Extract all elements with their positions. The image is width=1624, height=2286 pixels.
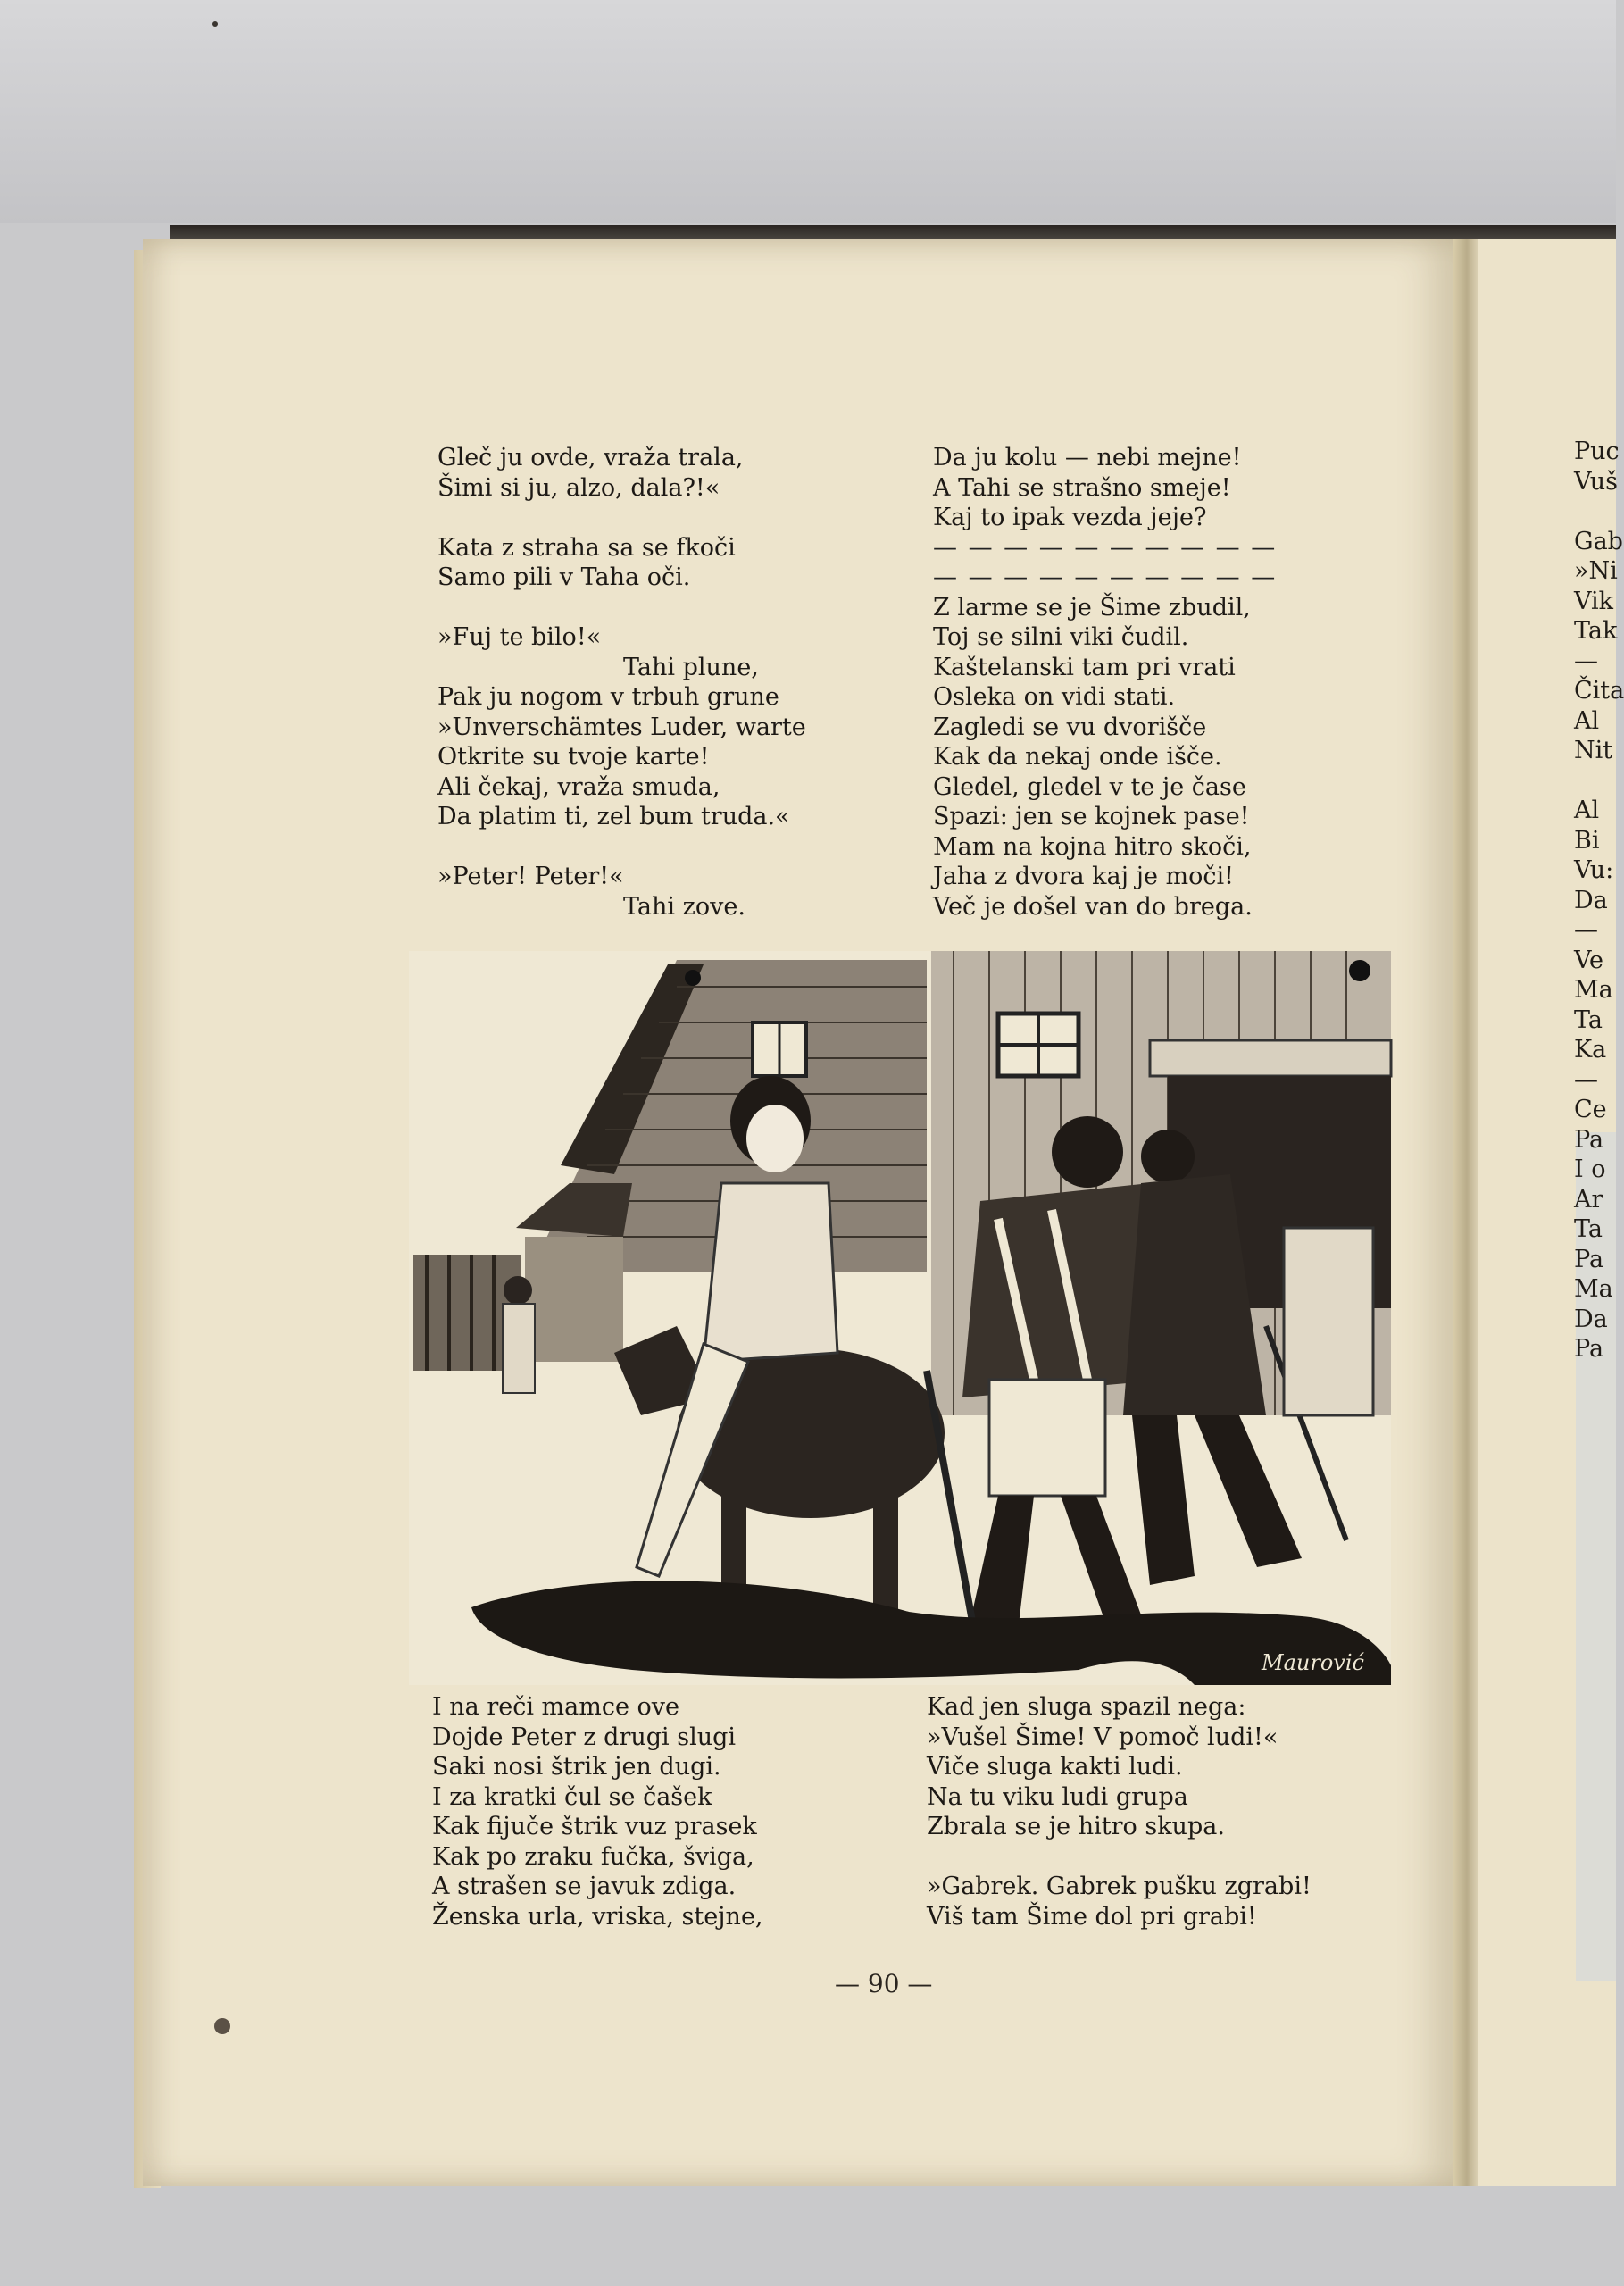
verse-line: Dojde Peter z drugi slugi: [432, 1723, 737, 1751]
verse-line: Kad jen sluga spazil nega:: [927, 1693, 1246, 1721]
stanza-gap: [437, 832, 806, 863]
next-page-line: I o: [1574, 1156, 1606, 1183]
next-page-line: Ka: [1574, 1036, 1607, 1064]
illustration-signature: Maurović: [1262, 1650, 1364, 1675]
verse-line: A Tahi se strašno smeje!: [933, 473, 1231, 502]
woodcut-illustration: [409, 951, 1391, 1685]
verse-line: Tahi plune,: [623, 653, 759, 681]
verse-line: Da platim ti, zel bum truda.«: [437, 803, 790, 830]
verse-left-bottom: [432, 1692, 763, 1931]
page-number: — 90 —: [835, 1969, 933, 1998]
verse-line: »Vušel Šime! V pomoč ludi!«: [927, 1723, 1278, 1751]
next-page-line: Pa: [1574, 1125, 1604, 1154]
verse-left-top: [437, 443, 806, 922]
dash-row: — — — — — — — — — —: [933, 533, 1278, 562]
next-page-line: Tak: [1574, 617, 1618, 645]
verse-line: Kata z straha sa se fkoči: [437, 533, 736, 562]
next-page-line: Nit: [1574, 737, 1613, 764]
verse-line: Mam na kojna hitro skoči,: [933, 832, 1252, 861]
verse-line: Samo pili v Taha oči.: [437, 563, 691, 591]
verse-line: I za kratki čul se čašek: [432, 1782, 712, 1811]
next-page-line: Ma: [1574, 1275, 1613, 1303]
verse-line: »Unverschämtes Luder, warte: [437, 713, 806, 741]
verse-line: Viš tam Šime dol pri grabi!: [927, 1902, 1257, 1931]
stanza-gap: [927, 1842, 1312, 1873]
verse-line: Šimi si ju, alzo, dala?!«: [437, 473, 720, 502]
verse-line: Jaha z dvora kaj je moči!: [933, 863, 1234, 890]
next-page-line: Pa: [1574, 1245, 1604, 1273]
verse-line: Kak fijuče štrik vuz prasek: [432, 1813, 757, 1840]
stanza-gap: [437, 593, 806, 623]
next-page-fragment: [1478, 239, 1624, 2186]
next-page-line: Al: [1574, 706, 1600, 735]
next-page-line: —: [1574, 1065, 1598, 1094]
scanner-background: [0, 0, 1616, 223]
verse-line: Ali čekaj, vraža smuda,: [437, 772, 720, 801]
verse-line: Gleč ju ovde, vraža trala,: [437, 444, 744, 471]
verse-line: Kaštelanski tam pri vrati: [933, 653, 1236, 681]
verse-right-bottom: [927, 1692, 1312, 1931]
next-page-line: »Ni: [1574, 557, 1618, 585]
verse-line: »Fuj te bilo!«: [437, 623, 602, 651]
verse-line: Zbrala se je hitro skupa.: [927, 1813, 1225, 1840]
next-page-line: Ta: [1574, 1215, 1603, 1243]
next-page-line: Ma: [1574, 976, 1613, 1004]
verse-line: Otkrite su tvoje karte!: [437, 743, 710, 771]
illustration-drawing: [409, 951, 1391, 1685]
next-page-line: Ve: [1574, 946, 1603, 974]
verse-line: »Peter! Peter!«: [437, 863, 624, 890]
next-page-line: Puc: [1574, 438, 1620, 465]
next-page-line: Bi: [1574, 826, 1600, 855]
verse-line: Viče sluga kakti ludi.: [927, 1753, 1183, 1781]
next-page-line: Ce: [1574, 1096, 1607, 1123]
verse-line: Kak po zraku fučka, šviga,: [432, 1842, 754, 1871]
page-blemish: [214, 2018, 230, 2034]
verse-line: Z larme se je Šime zbudil,: [933, 593, 1251, 622]
verse-line: I na reči mamce ove: [432, 1693, 680, 1721]
next-page-line: Vu:: [1574, 856, 1614, 884]
dust-speck: [212, 21, 218, 27]
verse-line: Na tu viku ludi grupa: [927, 1782, 1188, 1811]
verse-line: A strašen se javuk zdiga.: [432, 1873, 737, 1900]
verse-line: Pak ju nogom v trbuh grune: [437, 683, 779, 711]
next-page-line: Vik: [1574, 587, 1614, 615]
verse-right-top: [933, 443, 1277, 922]
next-page-line: Vuš: [1574, 467, 1619, 496]
stanza-gap: [437, 503, 806, 533]
verse-line: Ženska urla, vriska, stejne,: [432, 1902, 763, 1931]
book-gutter: [1453, 239, 1480, 2186]
verse-line: »Gabrek. Gabrek pušku zgrabi!: [927, 1873, 1312, 1900]
next-page-line: Ar: [1574, 1185, 1603, 1214]
verse-line: Da ju kolu — nebi mejne!: [933, 444, 1242, 471]
next-page-line: —: [1574, 647, 1598, 675]
next-page-line: Ta: [1574, 1005, 1603, 1034]
next-page-line: Pa: [1574, 1335, 1604, 1363]
next-page-line: Al: [1574, 797, 1600, 824]
next-page-line: Gab: [1574, 527, 1623, 555]
verse-line: Tahi zove.: [623, 892, 745, 921]
next-page-line: Čita: [1574, 677, 1624, 705]
next-page-line: —: [1574, 916, 1598, 944]
next-page-line: Da: [1574, 886, 1608, 914]
verse-line: Saki nosi štrik jen dugi.: [432, 1753, 721, 1781]
verse-line: Več je došel van do brega.: [933, 892, 1253, 921]
verse-line: Toj se silni viki čudil.: [933, 623, 1189, 651]
verse-line: Gledel, gledel v te je čase: [933, 772, 1246, 801]
verse-line: Kak da nekaj onde išče.: [933, 743, 1222, 771]
verse-line: Zagledi se vu dvorišče: [933, 713, 1207, 741]
verse-line: Spazi: jen se kojnek pase!: [933, 803, 1250, 830]
next-page-line: Da: [1574, 1305, 1608, 1333]
verse-line: Kaj to ipak vezda jeje?: [933, 504, 1207, 531]
dash-row: — — — — — — — — — —: [933, 563, 1278, 591]
verse-line: Osleka on vidi stati.: [933, 683, 1176, 711]
